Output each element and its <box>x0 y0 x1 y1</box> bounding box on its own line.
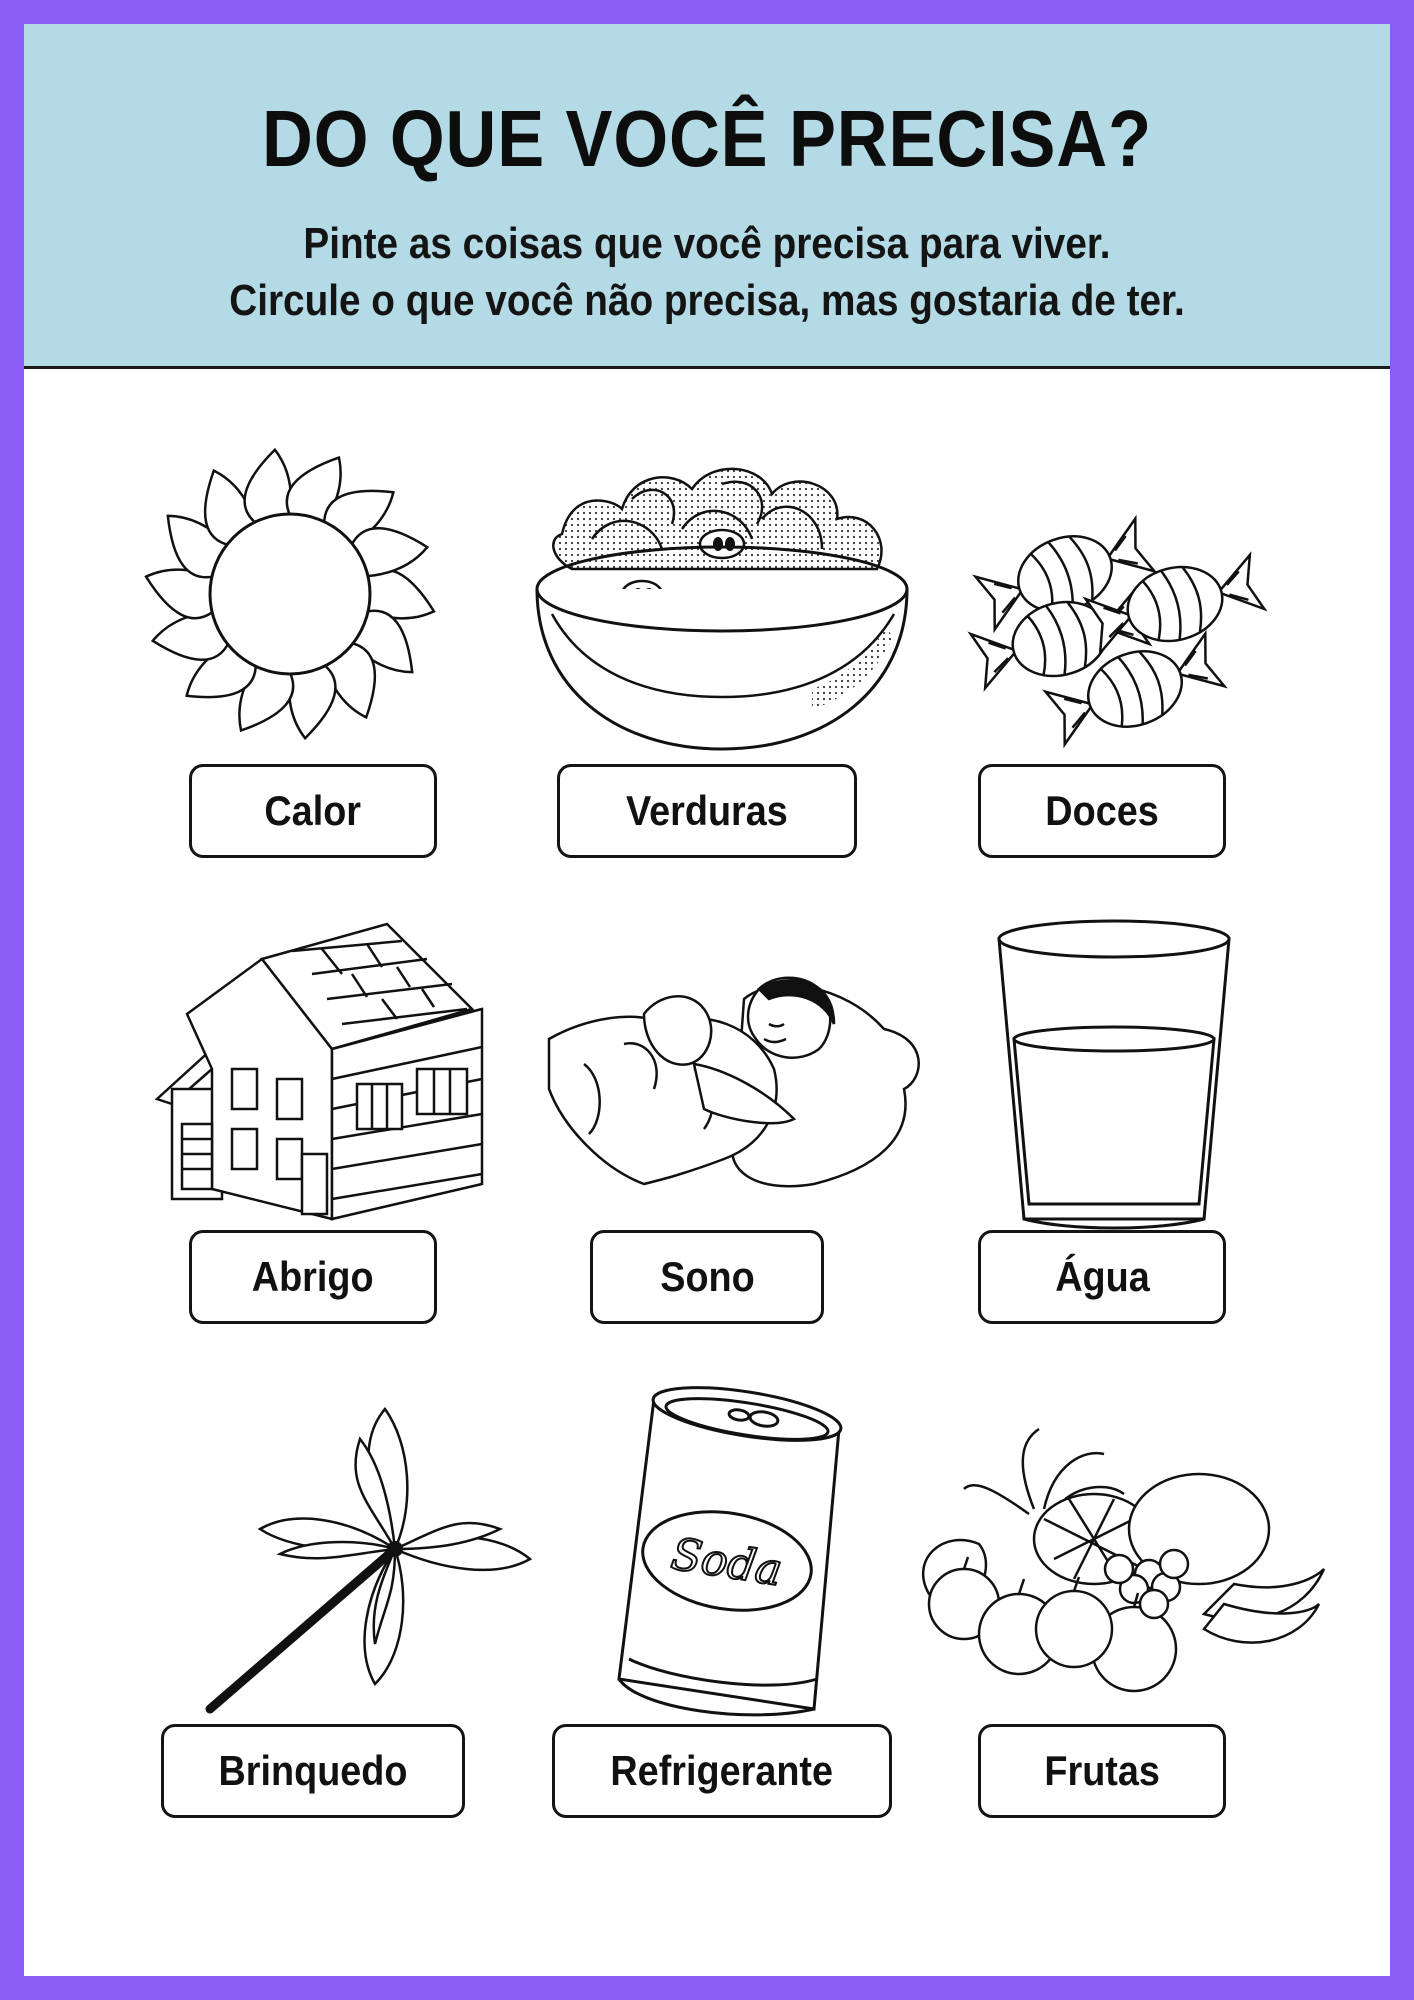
label-verduras[interactable]: Verduras <box>557 764 857 858</box>
label-frutas[interactable]: Frutas <box>978 1724 1226 1818</box>
instruction-line-2: Circule o que você não precisa, mas gostaria de ter. <box>229 276 1185 325</box>
salad-bowl-icon <box>522 439 922 759</box>
label-doces[interactable]: Doces <box>978 764 1226 858</box>
label-agua[interactable]: Água <box>978 1230 1226 1324</box>
page-title: DO QUE VOCÊ PRECISA? <box>262 94 1152 183</box>
label-abrigo[interactable]: Abrigo <box>189 1230 437 1324</box>
sun-icon <box>170 439 410 749</box>
worksheet <box>24 24 1390 1976</box>
water-glass-icon <box>989 919 1239 1229</box>
worksheet-header <box>24 24 1390 369</box>
label-brinquedo[interactable]: Brinquedo <box>161 1724 465 1818</box>
sleeping-child-icon <box>544 969 924 1194</box>
instruction-line-1: Pinte as coisas que você precisa para viver. <box>303 219 1111 268</box>
house-icon <box>152 919 502 1229</box>
fruits-icon <box>904 1419 1324 1699</box>
label-refrigerante[interactable]: Refrigerante <box>552 1724 892 1818</box>
candies-icon <box>940 494 1290 754</box>
label-calor[interactable]: Calor <box>189 764 437 858</box>
soda-can-text: Soda <box>667 1528 786 1597</box>
soda-can-icon <box>599 1389 869 1724</box>
pinwheel-icon <box>170 1404 540 1714</box>
label-sono[interactable]: Sono <box>590 1230 824 1324</box>
